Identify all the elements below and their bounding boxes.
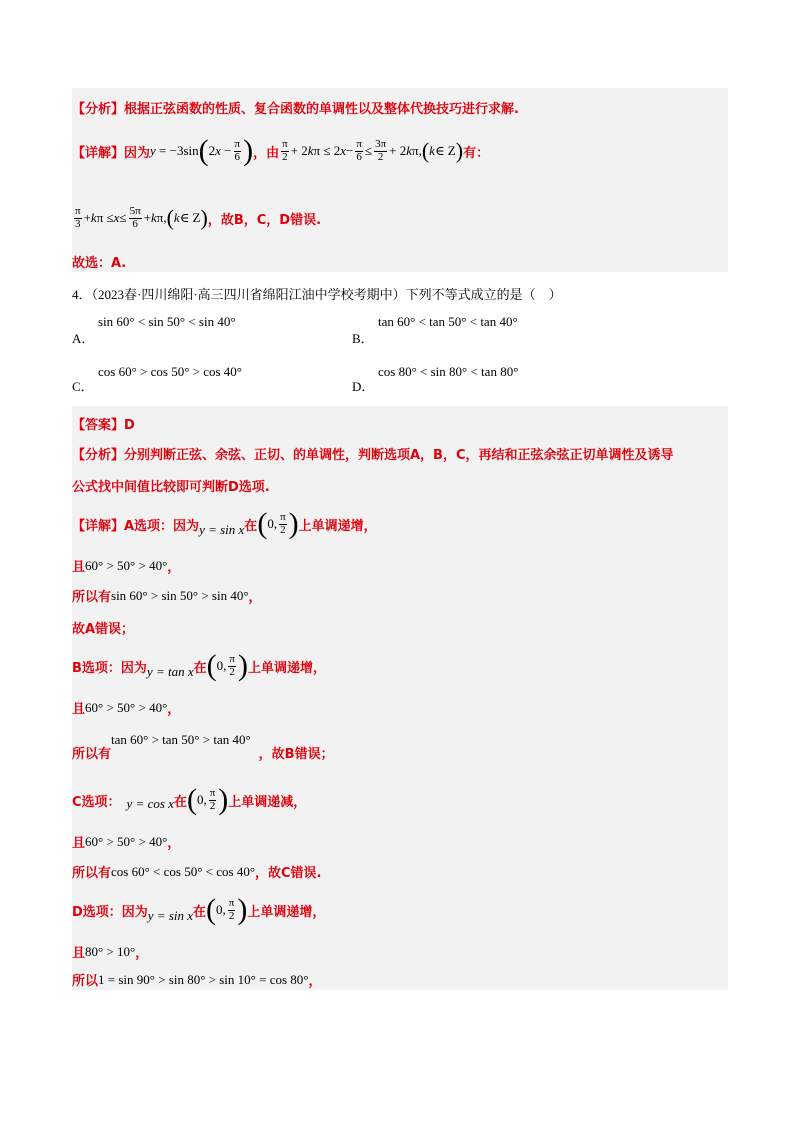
option-d-expr: cos 80° < sin 80° < tan 80° bbox=[378, 364, 519, 379]
question-4-stem: 4．（2023春·四川绵阳·高三四川省绵阳江油中学校考期中）下列不等式成立的是（ ） bbox=[72, 287, 562, 302]
b-so: 所以有 bbox=[72, 746, 112, 762]
c-label: C选项： bbox=[72, 794, 121, 810]
b-in: 在 bbox=[193, 660, 207, 676]
a-interval: ( 0, $\frac{\pi}{2}$ ) bbox=[257, 507, 299, 540]
d-result-expr: 1 = sin 90° > sin 80° > sin 10° = cos 80° bbox=[98, 971, 309, 987]
detail-line bbox=[72, 128, 489, 174]
b-ineq: 60° > 50° > 40° bbox=[85, 699, 168, 715]
d-comma: ， bbox=[135, 946, 149, 961]
conclusion: ，故B，C，D错误. bbox=[207, 212, 322, 228]
option-a-letter: A． bbox=[72, 331, 95, 346]
detail-label: 【详解】因为 bbox=[72, 145, 151, 161]
a-so: 所以有 bbox=[72, 590, 112, 605]
a-condition bbox=[72, 556, 180, 575]
formula-range: $\frac{\pi}{2}$ + 2 k π ≤ 2 x − $\frac{\pi}{6}$ ≤ $\frac{3\pi}{2}$ + 2 k π, ( k ∈ Z ) bbox=[282, 137, 464, 163]
detail-end: 有： bbox=[463, 145, 490, 161]
a-and: 且 bbox=[72, 560, 86, 575]
b-comma: ， bbox=[167, 702, 181, 717]
option-a-expr: sin 60° < sin 50° < sin 40° bbox=[98, 314, 236, 329]
c-and: 且 bbox=[72, 836, 86, 851]
d-in: 在 bbox=[193, 904, 207, 920]
formula-y: y = −3sin ( 2 x − $\frac{\pi}{6}$ ) bbox=[150, 134, 254, 167]
option-b-expr: tan 60° < tan 50° < tan 40° bbox=[378, 314, 518, 329]
a-label: 【详解】A选项：因为 bbox=[72, 518, 200, 534]
d-ineq: 80° > 10° bbox=[85, 943, 136, 959]
b-and: 且 bbox=[72, 702, 86, 717]
d-option-detail bbox=[72, 890, 325, 930]
a-ineq: 60° > 50° > 40° bbox=[85, 557, 168, 573]
d-condition bbox=[72, 942, 148, 961]
analysis-line-1: 【分析】分别判断正弦、余弦、正切、的单调性，判断选项A，B，C，再结和正弦余弦正切单调性及诱导 bbox=[72, 448, 674, 463]
a-function: y = sin x bbox=[199, 522, 245, 537]
c-result bbox=[72, 862, 322, 881]
a-option-detail bbox=[72, 504, 377, 544]
c-result-expr: cos 60° < cos 50° < cos 40° bbox=[111, 863, 256, 879]
c-option-detail bbox=[72, 780, 306, 820]
d-label: D选项：因为 bbox=[72, 904, 148, 920]
analysis-line-2: 公式找中间值比较即可判断D选项. bbox=[72, 480, 270, 495]
a-result bbox=[72, 586, 262, 605]
d-interval: ( 0, $\frac{\pi}{2}$ ) bbox=[206, 893, 248, 926]
a-result-expr: sin 60° > sin 50° > sin 40° bbox=[111, 587, 249, 603]
b-result-expr: tan 60° > tan 50° > tan 40° bbox=[111, 732, 251, 747]
c-decreasing: 上单调递减， bbox=[228, 794, 307, 810]
answer-line: 【答案】D bbox=[72, 418, 135, 433]
c-ineq: 60° > 50° > 40° bbox=[85, 833, 168, 849]
c-comma: ， bbox=[167, 836, 181, 851]
b-label: B选项：因为 bbox=[72, 660, 147, 676]
b-wrong: ，故B错误； bbox=[258, 746, 334, 762]
b-increasing: 上单调递增， bbox=[247, 660, 326, 676]
detail-mid: ，由 bbox=[253, 145, 280, 161]
b-condition bbox=[72, 698, 180, 717]
b-option-detail bbox=[72, 646, 326, 686]
a-comma: ， bbox=[167, 560, 181, 575]
analysis-line: 【分析】根据正弦函数的性质、复合函数的单调性以及整体代换技巧进行求解. bbox=[72, 102, 519, 117]
option-b-letter: B． bbox=[352, 331, 374, 346]
c-function: y = cos x bbox=[126, 796, 174, 811]
option-c-letter: C． bbox=[72, 379, 94, 394]
d-function: y = sin x bbox=[147, 908, 194, 923]
c-so: 所以有 bbox=[72, 866, 112, 881]
b-interval: ( 0, $\frac{\pi}{2}$ ) bbox=[206, 649, 248, 682]
a-result-comma: ， bbox=[248, 590, 262, 605]
c-condition bbox=[72, 832, 180, 851]
a-wrong: 故A错误； bbox=[72, 622, 135, 637]
option-d-letter: D． bbox=[352, 379, 375, 394]
b-result bbox=[72, 726, 334, 762]
c-wrong: ，故C错误. bbox=[255, 866, 322, 881]
d-increasing: 上单调递增， bbox=[247, 904, 326, 920]
solution-panel-q4 bbox=[72, 406, 728, 990]
d-so: 所以 bbox=[72, 974, 99, 989]
b-function: y = tan x bbox=[146, 664, 194, 679]
choice-line: 故选：A. bbox=[72, 256, 127, 271]
d-result bbox=[72, 970, 322, 989]
c-interval: ( 0, $\frac{\pi}{2}$ ) bbox=[186, 783, 229, 816]
d-and: 且 bbox=[72, 946, 86, 961]
result-line bbox=[72, 198, 321, 238]
c-in: 在 bbox=[173, 794, 187, 810]
d-result-comma: ， bbox=[308, 974, 322, 989]
option-c-expr: cos 60° > cos 50° > cos 40° bbox=[98, 364, 242, 379]
formula-x-range: $\frac{\pi}{3}$ + k π ≤ x ≤ $\frac{5\pi}{6}$ + k π, ( k ∈ Z ) bbox=[75, 204, 208, 230]
solution-panel-top bbox=[72, 88, 728, 272]
a-increasing: 上单调递增， bbox=[298, 518, 377, 534]
a-in: 在 bbox=[244, 518, 258, 534]
